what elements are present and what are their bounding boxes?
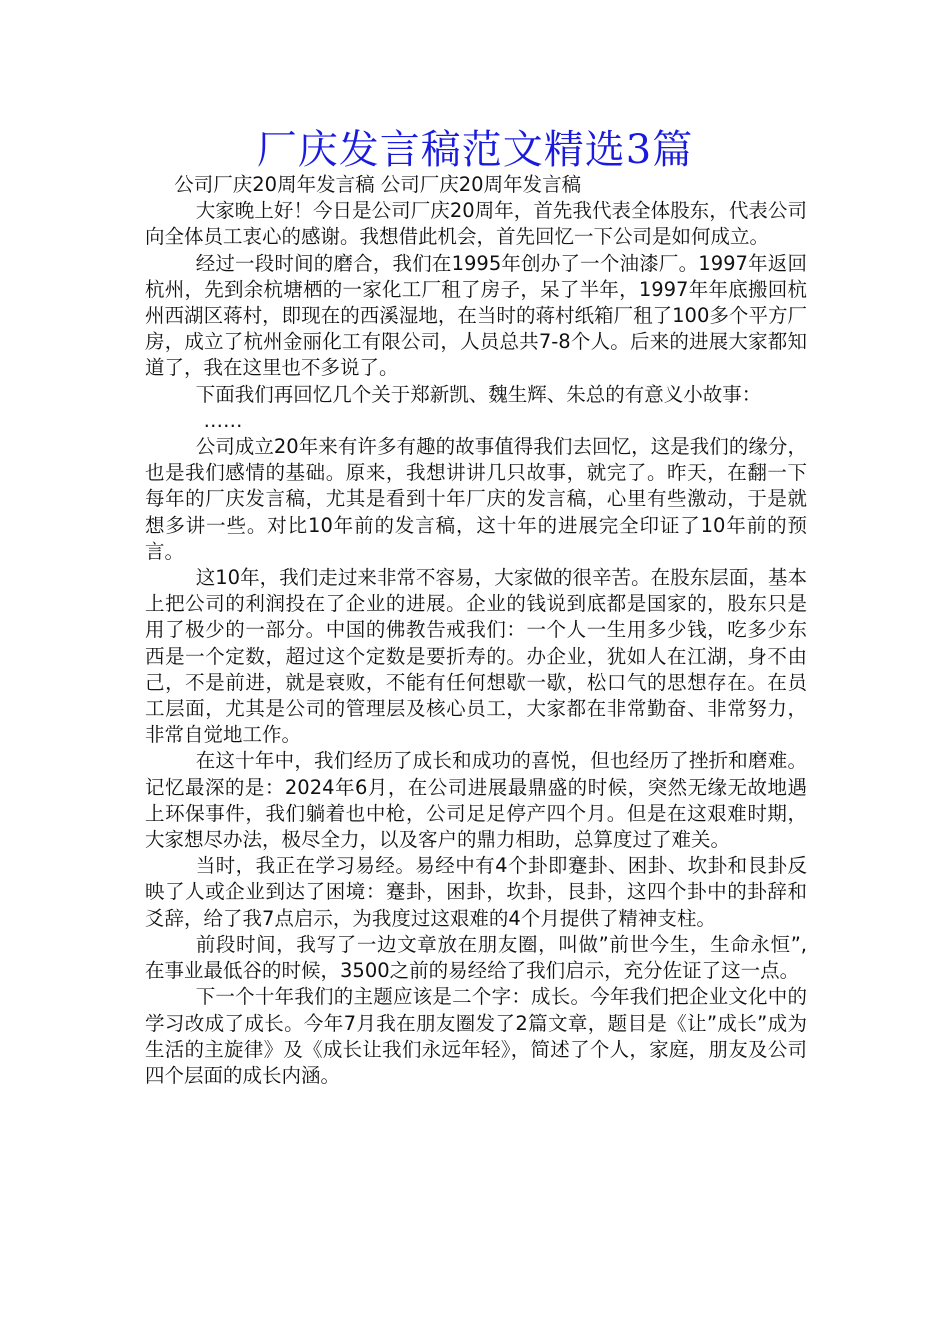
- paragraph: 当时，我正在学习易经。易经中有4个卦即蹇卦、困卦、坎卦和艮卦反映了人或企业到达了困境：蹇卦，困卦，坎卦，艮卦，这四个卦中的卦辞和爻辞，给了我7点启示，为我度过这艰难的4个月提供了精神支柱。: [145, 854, 807, 930]
- paragraph: 在这十年中，我们经历了成长和成功的喜悦，但也经历了挫折和磨难。记忆最深的是：2024年6月，在公司进展最鼎盛的时候，突然无缘无故地遇上环保事件，我们躺着也中枪，公司足足停产四个月。但是在这艰难时期，大家想尽办法，极尽全力，以及客户的鼎力相助，总算度过了难关。: [145, 749, 807, 852]
- document-body: [145, 172, 807, 1089]
- paragraph-ellipsis: ……: [203, 408, 243, 432]
- paragraph: 经过一段时间的磨合，我们在1995年创办了一个油漆厂。1997年返回杭州，先到余杭塘栖的一家化工厂租了房子，呆了半年，1997年年底搬回杭州西湖区蒋村，即现在的西溪湿地，在当时的蒋村纸箱厂租了100多个平方厂房，成立了杭州金丽化工有限公司，人员总共7-8个人。后来的进展大家都知道了，我在这里也不多说了。: [145, 251, 807, 380]
- paragraph: 公司成立20年来有许多有趣的故事值得我们去回忆，这是我们的缘分，也是我们感情的基础。原来，我想讲讲几只故事，就完了。昨天，在翻一下每年的厂庆发言稿，尤其是看到十年厂庆的发言稿，心里有些激动，于是就想多讲一些。对比10年前的发言稿，这十年的进展完全印证了10年前的预言。: [145, 435, 807, 563]
- document-title: 厂庆发言稿范文精选3篇: [256, 127, 694, 173]
- paragraph: 前段时间，我写了一边文章放在朋友圈，叫做”前世今生，生命永恒”,在事业最低谷的时候，3500之前的易经给了我们启示，充分佐证了这一点。: [145, 932, 807, 983]
- paragraph: 这10年，我们走过来非常不容易，大家做的很辛苦。在股东层面，基本上把公司的利润投在了企业的进展。企业的钱说到底都是国家的，股东只是用了极少的一部分。中国的佛教告戒我们：一个人一生用多少钱，吃多少东西是一个定数，超过这个定数是要折寿的。办企业，犹如人在江湖，身不由己，不是前进，就是衰败，不能有任何想歇一歇，松口气的思想存在。在员工层面，尤其是公司的管理层及核心员工，大家都在非常勤奋、非常努力，非常自觉地工作。: [145, 566, 807, 747]
- paragraph: 大家晚上好！今日是公司厂庆20周年，首先我代表全体股东，代表公司向全体员工衷心的感谢。我想借此机会，首先回忆一下公司是如何成立。: [145, 199, 807, 249]
- paragraph: 下面我们再回忆几个关于郑新凯、魏生辉、朱总的有意义小故事：: [195, 382, 762, 406]
- document-subtitle: 公司厂庆20周年发言稿 公司厂庆20周年发言稿: [174, 173, 582, 196]
- paragraph: 下一个十年我们的主题应该是二个字：成长。今年我们把企业文化中的学习改成了成长。今年7月我在朋友圈发了2篇文章，题目是《让”成长”成为生活的主旋律》及《成长让我们永远年轻》，简述了个人，家庭，朋友及公司四个层面的成长内涵。: [145, 985, 807, 1087]
